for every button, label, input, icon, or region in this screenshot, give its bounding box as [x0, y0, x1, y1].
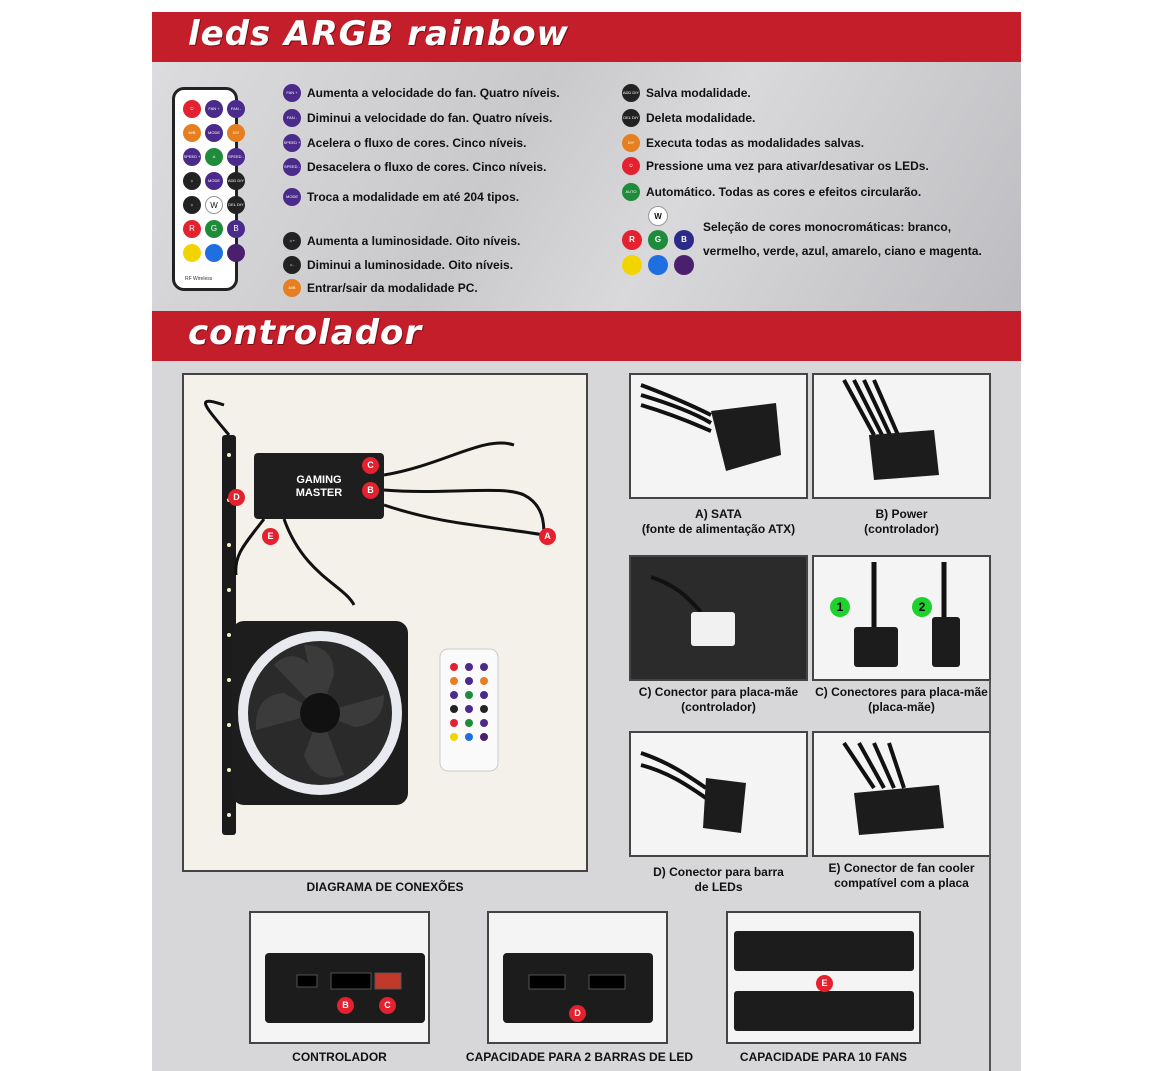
controller-illustration	[251, 913, 428, 1042]
leds-title: leds ARGB rainbow	[188, 14, 569, 54]
legend-text: Salva modalidade.	[646, 86, 751, 100]
sata-connector-photo	[629, 373, 808, 499]
remote-btn: W	[205, 196, 223, 214]
color-selection-line1: Seleção de cores monocromáticas: branco,	[703, 220, 952, 234]
legend-icon: MODE	[283, 188, 301, 206]
legend-text: Aumenta a luminosidade. Oito níveis.	[307, 234, 521, 248]
badge-d-bottom: D	[569, 1005, 586, 1022]
color-selection-line2: vermelho, verde, azul, amarelo, ciano e magenta.	[703, 244, 982, 258]
green-dot: G	[648, 230, 668, 250]
legend-text: Automático. Todas as cores e efeitos circularão.	[646, 185, 922, 199]
legend-icon: M/B	[283, 279, 301, 297]
mb-board-connector-illustration	[814, 557, 989, 679]
legend-text: Deleta modalidade.	[646, 111, 756, 125]
legend-icon: AUTO	[622, 183, 640, 201]
remote-legend-section	[152, 62, 1021, 311]
remote-btn	[183, 244, 201, 262]
remote-btn	[205, 244, 223, 262]
sata-caption: A) SATA (fonte de alimentação ATX)	[641, 507, 796, 536]
legend-icon: SPEED -	[283, 158, 301, 176]
legend-icon: ☼+	[283, 232, 301, 250]
box-brand-1: GAMING	[296, 474, 342, 486]
legend-icon: DIY	[622, 134, 640, 152]
legend-icon: SPEED +	[283, 134, 301, 152]
badge-a: A	[539, 528, 556, 545]
diagram-illustration	[184, 375, 586, 870]
badge-b-bottom: B	[337, 997, 354, 1014]
remote-btn: MODE	[205, 124, 223, 142]
blue-dot: B	[674, 230, 694, 250]
remote-btn: R	[183, 220, 201, 238]
legend-text: Entrar/sair da modalidade PC.	[307, 281, 478, 295]
controller-caption: CONTROLADOR	[292, 1050, 387, 1064]
legend-text: Acelera o fluxo de cores. Cinco níveis.	[307, 136, 527, 150]
controller-title: controlador	[188, 313, 423, 353]
mb-controller-connector-illustration	[631, 557, 806, 679]
legend-icon: ADD DIY	[622, 84, 640, 102]
brightness-up-icon: ☼	[183, 172, 201, 190]
fan-connector-illustration	[814, 733, 989, 855]
badge-d: D	[228, 489, 245, 506]
legend-icon: ⏻	[622, 157, 640, 175]
legend-text: Aumenta a velocidade do fan. Quatro níveis.	[307, 86, 560, 100]
legend-icon: DEL DIY	[622, 109, 640, 127]
legend-text: Diminui a velocidade do fan. Quatro níveis.	[307, 111, 553, 125]
ledbar-caption: D) Conector para barra de LEDs	[653, 865, 784, 894]
mb-controller-connector-photo	[629, 555, 808, 681]
leds-banner	[152, 12, 1021, 62]
controller-banner	[152, 311, 1021, 361]
remote-btn: B	[227, 220, 245, 238]
badge-c: C	[362, 457, 379, 474]
led-capacity-caption: CAPACIDADE PARA 2 BARRAS DE LED	[465, 1050, 694, 1064]
fan-connector-photo	[812, 731, 991, 857]
controller-photo	[249, 911, 430, 1044]
legend-text: Desacelera o fluxo de cores. Cinco níveis.	[307, 160, 547, 174]
legend-icon: FAN +	[283, 84, 301, 102]
legend-icon: ☼-	[283, 256, 301, 274]
remote-control-image	[172, 87, 245, 291]
brightness-down-icon: ☼	[183, 196, 201, 214]
led-capacity-illustration	[489, 913, 666, 1042]
remote-btn: FAN +	[205, 100, 223, 118]
remote-btn: SPEED -	[227, 148, 245, 166]
mb-board-connector-photo	[812, 555, 991, 681]
fan-capacity-photo	[726, 911, 921, 1044]
remote-btn: MODE	[205, 172, 223, 190]
power-connector-illustration	[814, 375, 989, 497]
mb-board-caption: C) Conectores para placa-mãe (placa-mãe)	[815, 685, 988, 714]
remote-btn: DIY	[227, 124, 245, 142]
fan-capacity-caption: CAPACIDADE PARA 10 FANS	[739, 1050, 908, 1064]
remote-btn: A	[205, 148, 223, 166]
badge-2: 2	[912, 597, 932, 617]
badge-b: B	[362, 482, 379, 499]
white-dot: W	[648, 206, 668, 226]
power-caption: B) Power (controlador)	[864, 507, 939, 536]
remote-brand-label: RF Wireless	[185, 276, 213, 282]
power-icon: ⏻	[183, 100, 201, 118]
diagram-caption: DIAGRAMA DE CONEXÕES	[306, 880, 464, 894]
badge-e-bottom: E	[816, 975, 833, 992]
fan-caption: E) Conector de fan cooler compatível com a placa	[828, 861, 975, 890]
remote-btn: M/B	[183, 124, 201, 142]
remote-btn: FAN -	[227, 100, 245, 118]
connection-diagram-photo	[182, 373, 588, 872]
power-connector-photo	[812, 373, 991, 499]
cyan-dot	[648, 255, 668, 275]
legend-text: Diminui a luminosidade. Oito níveis.	[307, 258, 514, 272]
badge-c-bottom: C	[379, 997, 396, 1014]
sata-connector-illustration	[631, 375, 806, 497]
magenta-dot	[674, 255, 694, 275]
legend-text: Troca a modalidade em até 204 tipos.	[307, 190, 520, 204]
mb-controller-caption: C) Conector para placa-mãe (controlador)	[638, 685, 799, 714]
yellow-dot	[622, 255, 642, 275]
legend-text: Executa todas as modalidades salvas.	[646, 136, 865, 150]
ledbar-connector-photo	[629, 731, 808, 857]
remote-btn: SPEED +	[183, 148, 201, 166]
remote-btn: DEL DIY	[227, 196, 245, 214]
box-brand-2: MASTER	[295, 487, 343, 499]
remote-btn	[227, 244, 245, 262]
legend-icon: FAN -	[283, 109, 301, 127]
legend-text: Pressione uma vez para ativar/desativar os LEDs.	[646, 159, 929, 173]
badge-1: 1	[830, 597, 850, 617]
remote-btn: ADD DIY	[227, 172, 245, 190]
divider-line	[989, 680, 991, 1071]
remote-btn: G	[205, 220, 223, 238]
badge-e: E	[262, 528, 279, 545]
product-sheet	[152, 12, 1021, 1071]
led-capacity-photo	[487, 911, 668, 1044]
red-dot: R	[622, 230, 642, 250]
ledbar-connector-illustration	[631, 733, 806, 855]
